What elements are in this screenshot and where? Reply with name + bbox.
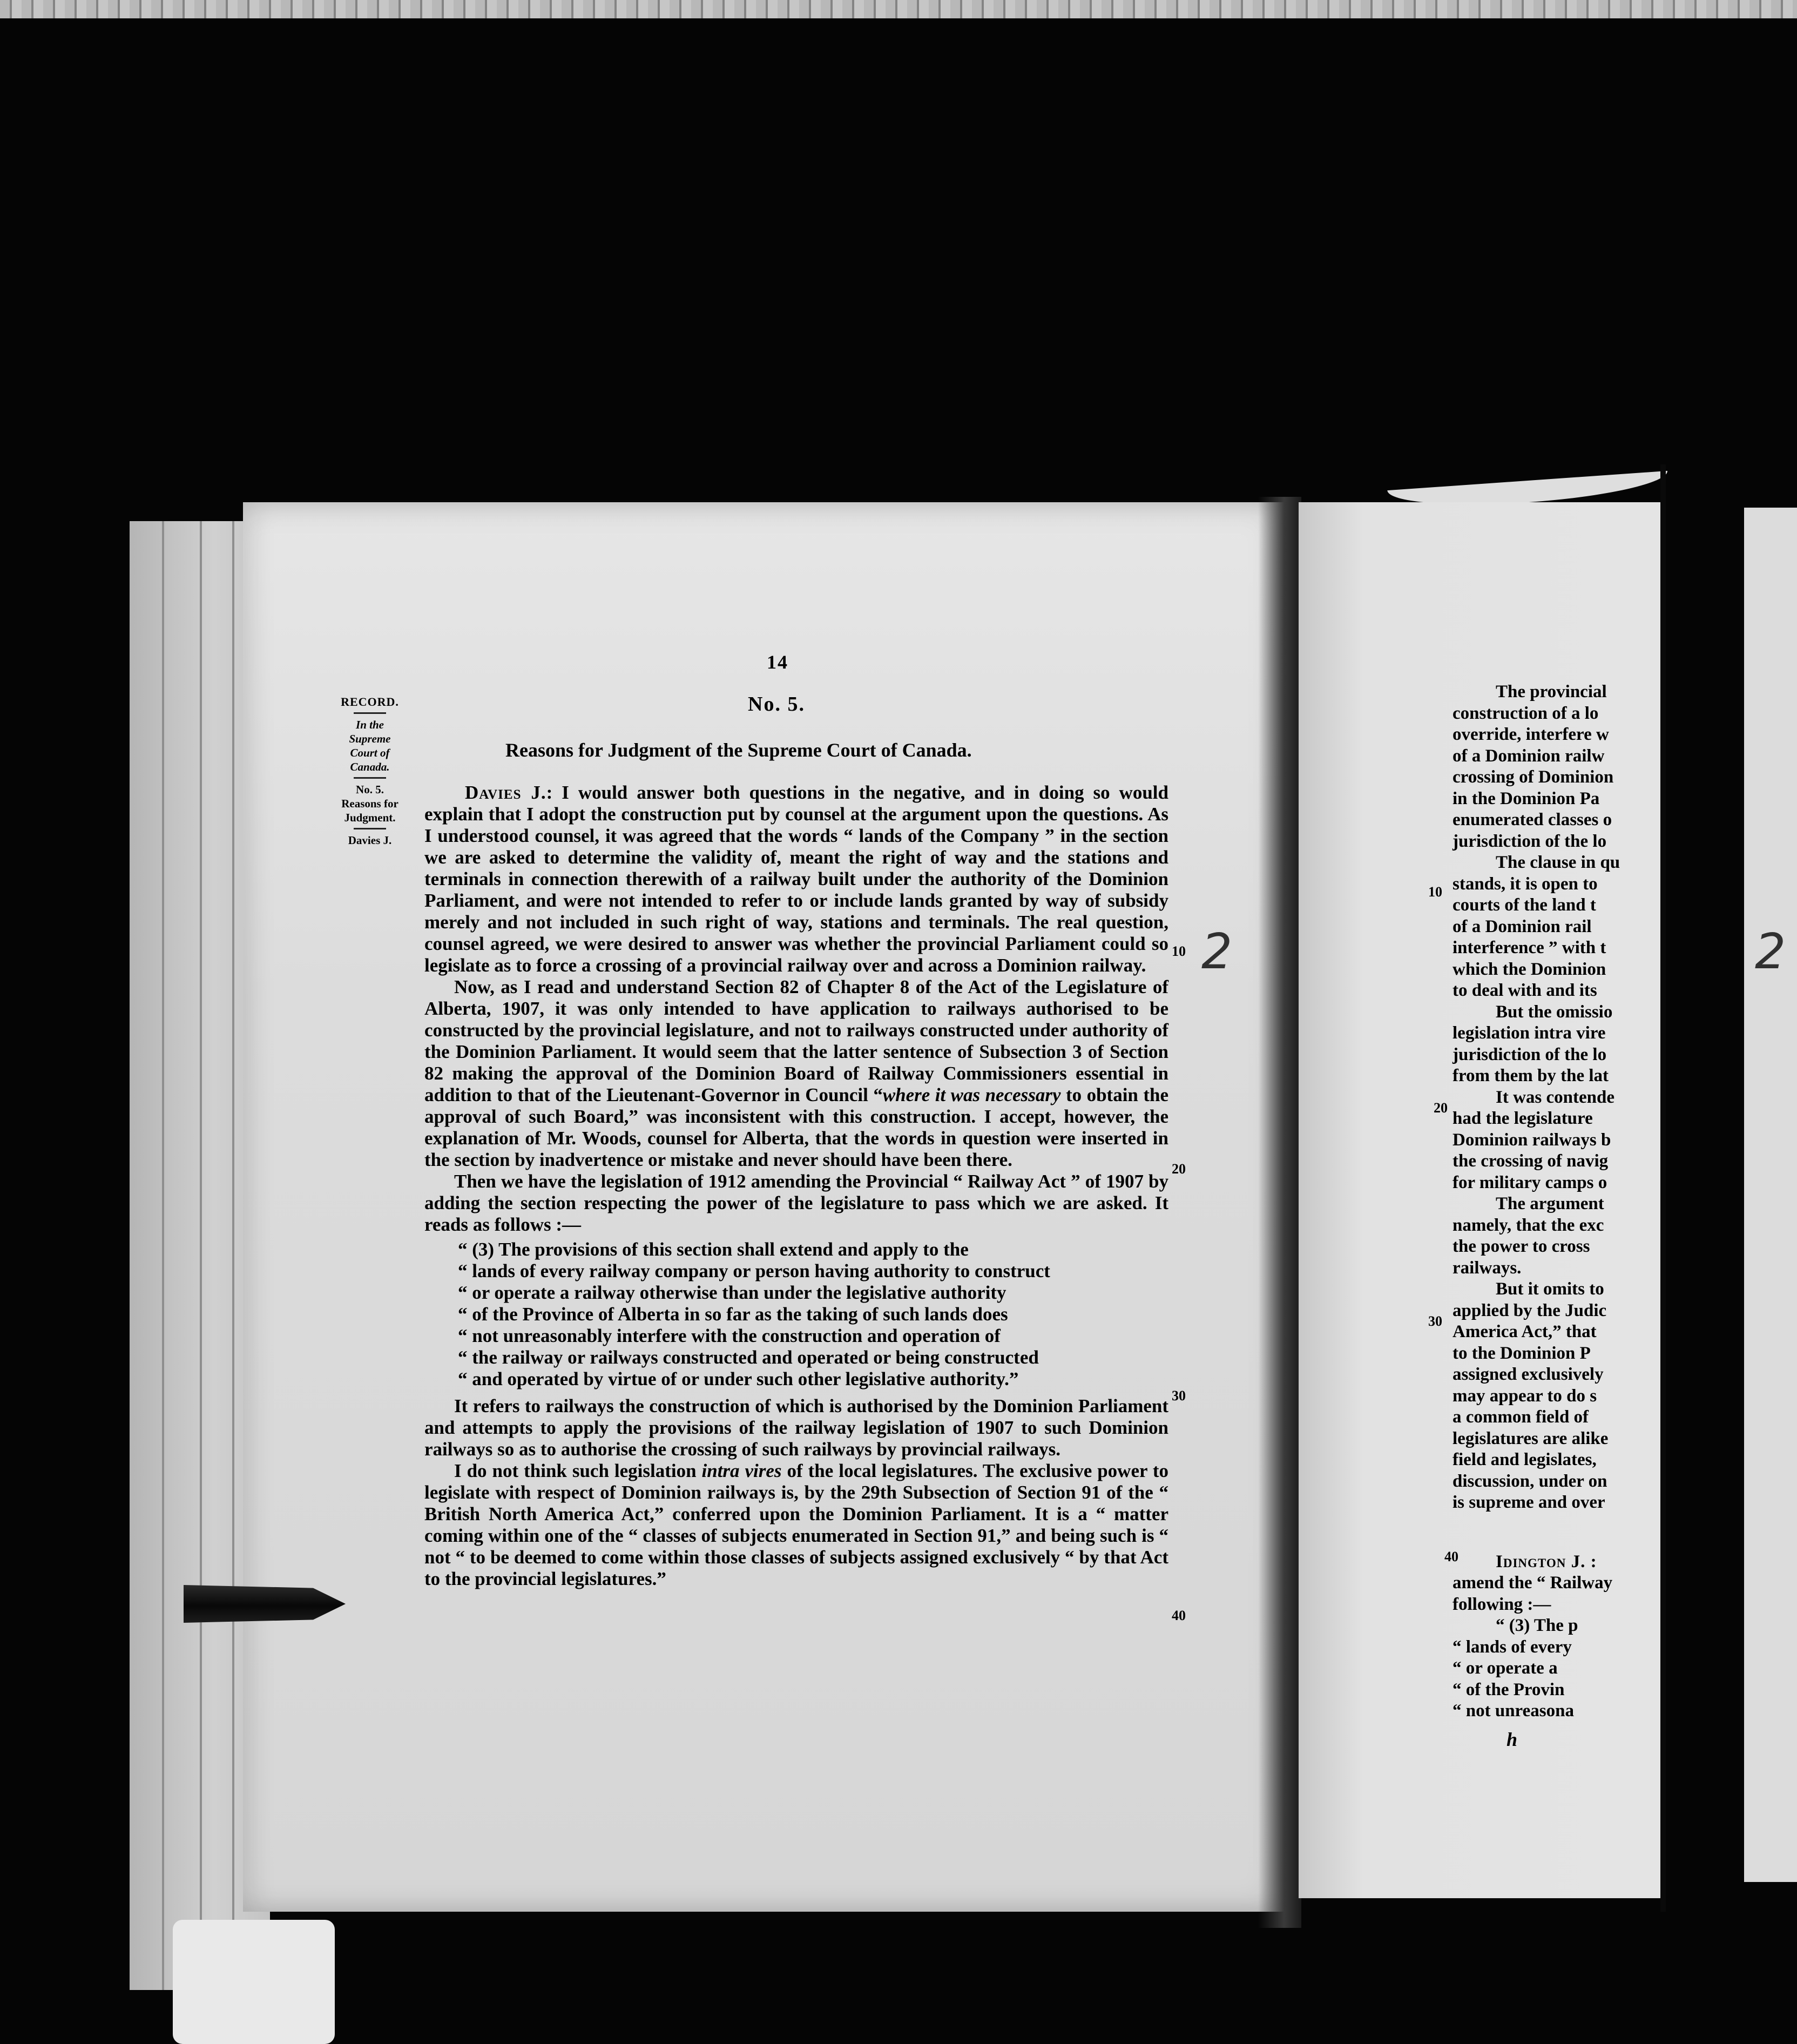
text-line: field and legislates, [1453,1450,1597,1469]
text-line: interference ” with t [1453,938,1606,957]
text-line: the power to cross [1453,1237,1590,1256]
paragraph-1: Davies J.: I would answer both questions in the negative, and in doing so would explain that I adopt the construction put by counsel at the argument upon the questions. As I understood counsel, it was agreed that the words “ lands of the Company ” in the section we are asked to determine the validity of, meant the right of way and the stations and terminals in connection therewith of a railway built under the authority of the Dominion Parliament, and were not intended to refer to or include lands granted by way of subsidy merely and not included in such right of way, stations and terminals. The real question, counsel agreed, we were desired to answer was whether the provincial Parliament could so legislate as to force a crossing of a provincial railway over and across a Dominion railway. [424,782,1168,976]
text-line: may appear to do s [1453,1386,1597,1406]
text-line: “ or operate a [1453,1658,1558,1678]
text-line: in the Dominion Pa [1453,788,1600,808]
handwritten-mark: 2 [1201,923,1233,980]
text-line: crossing of Dominion [1453,767,1614,787]
book-gutter [1258,497,1301,1928]
text-line: amend the “ Railway [1453,1573,1613,1593]
document-number-heading: No. 5. [748,693,805,716]
text-line: “ of the Provin [1453,1679,1565,1699]
text-line: following :— [1453,1594,1551,1614]
paragraph-2: Now, as I read and understand Section 82 of Chapter 8 of the Act of the Legislature of Alberta, 1907, it was only intended to have application to railways authorised to be constructed by the provincial legislature, and not to railways constructed under authority of the Dominion Parliament. It would seem that the latter sentence of Subsection 3 of Section 82 making the approval of the Dominion Board of Railway Commissioners essential in addition to that of the Lieutenant-Governor in Council “where it was necessary to obtain the approval of such Board,” was inconsistent with this construction. I accept, however, the explanation of Mr. Woods, counsel for Alberta, that the words in question were inserted in the section by inadvertence or mistake and never should have been there. [424,976,1168,1170]
judge-name: Davies J. [348,834,392,847]
text-line: a common field of [1453,1407,1589,1427]
court-line: Court of [350,746,390,759]
text-line: had the legislature [1453,1109,1593,1128]
court-line: Canada. [350,760,390,773]
text-line: construction of a lo [1453,703,1599,723]
text-line: The argument [1496,1194,1604,1213]
paragraph-5: I do not think such legislation intra vires of the local legislatures. The exclusive power to legislate with respect of Dominion railways is, by the 29th Subsection of Section 91 of the “ British North America Act,” conferred upon the Dominion Parliament. It is a “ matter coming within one of the “ classes of subjects enumerated in Section 91,” and being such is “ not “ to be deemed to come within those classes of subjects assigned exclusively “ by that Act to the provincial legislatures.” [424,1460,1168,1589]
court-line: In the [356,718,384,731]
text-line: to the Dominion P [1453,1343,1591,1363]
text-line: It was contende [1496,1087,1614,1107]
court-line: Supreme [349,732,391,745]
text-line: legislation intra vire [1453,1023,1606,1043]
quote-line: “ lands of every railway company or person having authority to construct [458,1260,1050,1281]
quote-line: “ not unreasonably interfere with the construction and operation of [458,1325,1001,1346]
text-line: to deal with and its [1453,981,1597,1000]
paragraph-3: Then we have the legislation of 1912 amending the Provincial “ Railway Act ” of 1907 by adding the section respecting the power of the legislature to pass which we are asked. It reads as follows :— [424,1171,1168,1235]
paragraph-4: It refers to railways the construction of which is authorised by the Dominion Parliament and attempts to apply the provisions of the railway legislation of 1907 to such Dominion railways so as to authorise the crossing of such railways by provincial railways. [424,1395,1168,1460]
text-line: “ not unreasona [1453,1701,1574,1721]
quote-line: “ and operated by virtue of or under such other legislative authority.” [458,1368,1019,1389]
line-number: 40 [1444,1549,1458,1564]
text-line: jurisdiction of the lo [1453,831,1607,851]
text-line: assigned exclusively [1453,1365,1604,1384]
text-line: “ lands of every [1453,1637,1572,1657]
text-line: override, interfere w [1453,725,1609,744]
text-line: courts of the land t [1453,895,1596,915]
quote-line: “ or operate a railway otherwise than under the legislative authority [458,1282,1006,1303]
text-line: applied by the Judic [1453,1300,1607,1320]
right-page-text [1453,682,1663,1722]
text-line: from them by the lat [1453,1066,1609,1085]
holder-card [173,1920,335,2044]
film-edge [0,0,1797,18]
text-line: discussion, under on [1453,1471,1607,1491]
line-number: 20 [1434,1100,1448,1116]
text-line: stands, it is open to [1453,874,1598,894]
line-number: 30 [1428,1313,1442,1329]
quote-line: “ of the Province of Alberta in so far as the taking of such lands does [458,1304,1008,1325]
line-number: 10 [1172,943,1186,959]
handwritten-mark: 2 [1755,923,1786,980]
line-number: 30 [1172,1388,1186,1404]
text-line: But it omits to [1496,1279,1604,1299]
line-number: 10 [1428,884,1442,900]
quote-line: “ the railway or railways constructed and operated or being constructed [458,1347,1039,1368]
text-line: The clause in qu [1496,853,1620,872]
document-title: Reasons for Judgment of the Supreme Court of Canada. [505,739,972,761]
record-label: RECORD. [341,695,399,709]
text-line: Idington J. : [1496,1551,1597,1571]
record-margin-note [324,695,416,847]
text-line: of a Dominion rail [1453,916,1592,936]
text-line: But the omissio [1496,1002,1613,1022]
line-number: 20 [1172,1161,1186,1177]
text-line: for military camps o [1453,1172,1607,1192]
item-line: No. 5. [356,783,384,796]
line-number: 40 [1172,1608,1186,1623]
text-line: The provincial [1496,682,1607,701]
text-line: “ (3) The p [1496,1616,1578,1635]
text-line: enumerated classes o [1453,810,1612,829]
item-line: Judgment. [344,811,396,824]
text-line: jurisdiction of the lo [1453,1044,1607,1064]
text-line: legislatures are alike [1453,1428,1609,1448]
quote-line: “ (3) The provisions of this section shall extend and apply to the [458,1239,969,1260]
item-line: Reasons for [341,797,398,810]
text-line: Dominion railways b [1453,1130,1611,1150]
judge-name-inline: Davies J. [465,782,546,803]
adjacent-frame-strip [1744,508,1797,1882]
text-line: which the Dominion [1453,959,1606,979]
page-number: 14 [767,651,788,673]
text-line: the crossing of navig [1453,1151,1609,1171]
text-line: America Act,” that [1453,1322,1597,1341]
footer-signature-mark: h [1506,1729,1518,1750]
text-line: is supreme and over [1453,1493,1605,1512]
text-line: namely, that the exc [1453,1215,1604,1235]
judgment-body [424,782,1168,1590]
text-line: railways. [1453,1258,1522,1278]
text-line: of a Dominion railw [1453,746,1605,766]
quoted-statute [458,1239,1133,1390]
